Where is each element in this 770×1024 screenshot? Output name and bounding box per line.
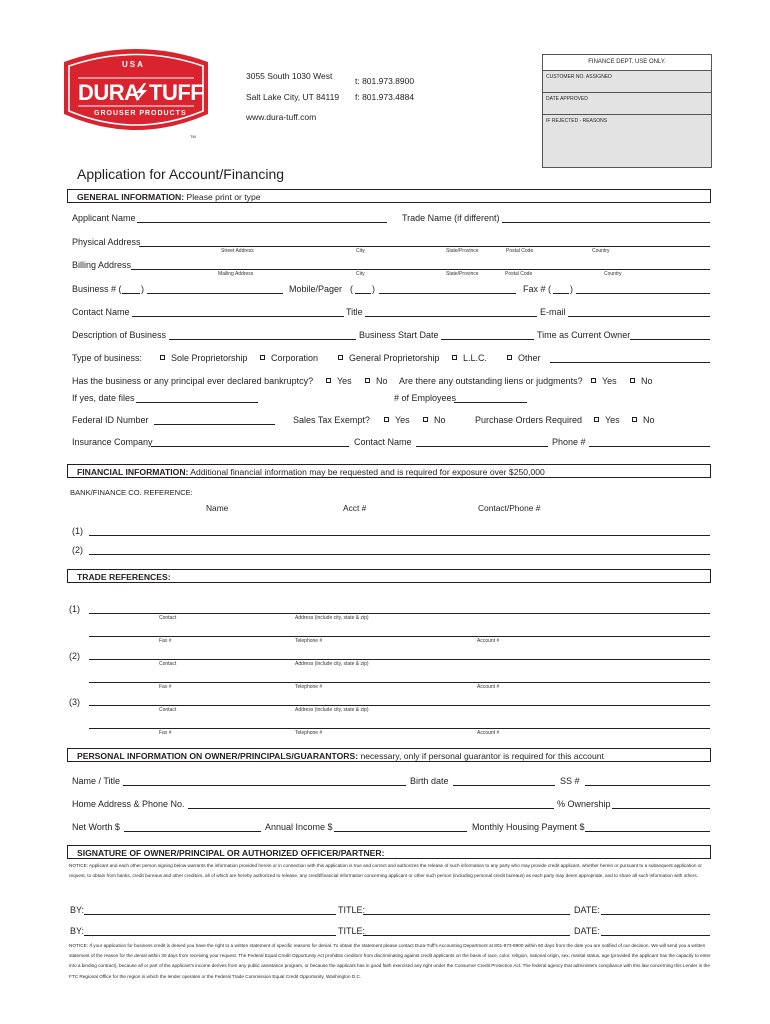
- field-time-as-owner[interactable]: [630, 339, 710, 340]
- sub-fax: Fax #: [159, 730, 172, 736]
- label-insurance: Insurance Company: [72, 437, 153, 447]
- field-other-type[interactable]: [550, 362, 710, 363]
- field-trade-ref-3-name[interactable]: [89, 705, 710, 706]
- label-business-no: Business # (: [72, 284, 122, 294]
- checkbox-icon: [452, 355, 457, 360]
- label-housing: Monthly Housing Payment $: [472, 822, 585, 832]
- label-applicant-name: Applicant Name: [72, 213, 136, 223]
- sub-account: Account #: [477, 684, 500, 690]
- label-physical-address: Physical Address: [72, 237, 141, 247]
- field-net-worth[interactable]: [124, 831, 261, 832]
- option-label: Yes: [602, 376, 617, 386]
- trade-ref-number: (2): [69, 651, 80, 661]
- checkbox-bankruptcy-no[interactable]: [365, 376, 388, 386]
- sub-account: Account #: [477, 730, 500, 736]
- personal-section-header: [67, 748, 711, 762]
- sub-contact: Contact: [159, 661, 177, 667]
- label-phone-no: Phone #: [552, 437, 586, 447]
- section-header-rest: Additional financial information may be requested and is required for exposure over $250,000: [188, 467, 545, 477]
- field-ownership[interactable]: [612, 808, 710, 809]
- label-bank-reference: BANK/FINANCE CO. REFERENCE:: [70, 488, 193, 497]
- sub-fax: Fax #: [159, 684, 172, 690]
- option-label: Corporation: [271, 353, 319, 363]
- label-employees: # of Employees: [394, 393, 457, 403]
- sub-street-address: Street Address: [221, 248, 254, 254]
- label-date-2: DATE:: [574, 926, 600, 936]
- field-insurance[interactable]: [151, 446, 349, 447]
- sub-address: Address (include city, state & zip): [295, 707, 369, 713]
- checkbox-icon: [632, 417, 637, 422]
- section-header-rest: Please print or type: [184, 192, 261, 202]
- section-header-bold: FINANCIAL INFORMATION:: [77, 467, 189, 477]
- option-label: No: [376, 376, 388, 386]
- checkbox-icon: [507, 355, 512, 360]
- company-logo: [56, 42, 216, 142]
- logo-main-right: TUFF: [149, 80, 204, 105]
- section-header-rest: necessary, only if personal guarantor is required for this account: [358, 751, 604, 761]
- label-type-of-business: Type of business:: [72, 353, 143, 363]
- checkbox-bankruptcy-yes[interactable]: [326, 376, 352, 386]
- denial-notice: NOTICE: If your application for business credit is denied you have the right to a written statement of specific reasons for denial. To obtain the statement please contact Dura-Tuff's Accounting Department at 801-973-8900 within 60 days from the date you are notified of our decision. We will send you a written statement of the reason for the denial within 30 days from receiving your request. The Federal Equal Credit Opportunity Act prohibits creditors from discriminating against credit applicants on the basis of race, color, religion, national origin, sex, marital status, age (provided the applicant has the capacity to enter into a binding contract), because all or part of the applicant's income derives from any public assistance program, or because the applicant has in good faith exercised any right under the Consumer Credit Protection Act. The federal agency that administers compliance with this law concerning this Lender is the FTC Regional Office for the region in which the lender operates or the Federal Trade Commission Equal Credit Opportunity, Washington D.C.: [69, 943, 711, 979]
- finance-row-label: DATE APPROVED: [546, 96, 588, 102]
- finance-dept-box: [542, 54, 712, 168]
- sub-mailing-address: Mailing Address: [218, 271, 254, 277]
- bank-row-number: (1): [72, 526, 83, 536]
- checkbox-icon: [423, 417, 428, 422]
- checkbox-sales-tax-yes[interactable]: [384, 415, 410, 425]
- label-title-2: TITLE:: [338, 926, 366, 936]
- sub-telephone: Telephone #: [295, 638, 323, 644]
- logo-main-left: DURA: [78, 80, 140, 105]
- option-label: Yes: [605, 415, 620, 425]
- field-date-1[interactable]: [601, 914, 710, 915]
- label-if-yes-date: If yes, date files: [72, 393, 135, 403]
- label-description: Description of Business: [72, 330, 167, 340]
- column-name: Name: [206, 503, 229, 513]
- company-phone: t: 801.973.8900: [355, 76, 415, 86]
- field-trade-ref-2-numbers[interactable]: [89, 682, 710, 683]
- label-time-as-owner: Time as Current Owner: [537, 330, 631, 340]
- sub-country: Country: [604, 271, 622, 277]
- finance-box-header: FINANCE DEPT. USE ONLY.: [543, 55, 711, 71]
- finance-row-label: CUSTOMER NO. ASSIGNED: [546, 74, 612, 80]
- label-trade-name: Trade Name (if different): [402, 213, 500, 223]
- sub-fax: Fax #: [159, 638, 172, 644]
- sub-address: Address (include city, state & zip): [295, 661, 369, 667]
- field-start-date[interactable]: [441, 339, 534, 340]
- label-fax-no: Fax # (: [523, 284, 552, 294]
- trade-ref-number: (3): [69, 697, 80, 707]
- field-trade-ref-2-name[interactable]: [89, 659, 710, 660]
- finance-row-label: IF REJECTED - REASONS: [546, 118, 608, 124]
- label-ss: SS #: [560, 776, 580, 786]
- sub-telephone: Telephone #: [295, 684, 323, 690]
- field-housing[interactable]: [585, 831, 710, 832]
- field-fax-area-code[interactable]: [553, 293, 569, 294]
- sub-city: City: [356, 248, 365, 254]
- sub-postal: Postal Code: [505, 271, 533, 277]
- field-by-1[interactable]: [84, 914, 336, 915]
- option-label: No: [641, 376, 653, 386]
- option-label: Yes: [337, 376, 352, 386]
- sub-state: State/Province: [446, 248, 479, 254]
- field-description[interactable]: [169, 339, 356, 340]
- signature-section-header: [67, 845, 711, 859]
- general-section-header: [67, 189, 711, 203]
- bank-row-number: (2): [72, 545, 83, 555]
- finance-row-customer-no[interactable]: [543, 71, 711, 93]
- label-net-worth: Net Worth $: [72, 822, 120, 832]
- field-birth-date[interactable]: [453, 785, 555, 786]
- checkbox-sales-tax-no[interactable]: [423, 415, 446, 425]
- label-liens: Are there any outstanding liens or judgments?: [399, 376, 583, 386]
- sub-state: State/Province: [446, 271, 479, 277]
- option-label: No: [643, 415, 655, 425]
- section-header-bold: TRADE REFERENCES:: [77, 572, 171, 582]
- field-trade-ref-3-numbers[interactable]: [89, 728, 710, 729]
- field-name-title[interactable]: [123, 785, 406, 786]
- label-start-date: Business Start Date: [359, 330, 439, 340]
- logo-tm: TM: [190, 134, 196, 139]
- field-trade-ref-1-name[interactable]: [89, 613, 710, 614]
- field-employees[interactable]: [454, 402, 527, 403]
- sub-address: Address (include city, state & zip): [295, 615, 369, 621]
- logo-bottom-text: GROUSER PRODUCTS: [94, 110, 187, 117]
- label-email: E-mail: [540, 307, 566, 317]
- label-name-title: Name / Title: [72, 776, 121, 786]
- field-phone-no[interactable]: [589, 446, 710, 447]
- checkbox-icon: [338, 355, 343, 360]
- sub-contact: Contact: [159, 615, 177, 621]
- checkbox-sole-proprietorship[interactable]: [160, 353, 248, 363]
- financial-section-header: [67, 464, 711, 478]
- field-business-no[interactable]: [147, 293, 283, 294]
- field-date-2[interactable]: [601, 935, 710, 936]
- checkbox-general-proprietorship[interactable]: [338, 353, 440, 363]
- option-label: General Proprietorship: [349, 353, 440, 363]
- sub-postal: Postal Code: [506, 248, 534, 254]
- checkbox-other[interactable]: [507, 353, 541, 363]
- company-address-line2: Salt Lake City, UT 84119: [246, 92, 340, 102]
- field-by-2[interactable]: [84, 935, 336, 936]
- field-ss[interactable]: [585, 785, 710, 786]
- option-label: Other: [518, 353, 541, 363]
- signature-notice: NOTICE: Applicant and each other person signing below warrants the information provided herein or in connection with this application is true and correct and authorizes the release of such information to any party who may provide credit applicant, whether herein or pursuant to a subsequent application or request, to obtain from banks, credit bureaus and other creditors, all of which are hereby authorized to release, any credit/financial information concerning applicant or other such person (including personal credit bureaus) as each party may deem appropriate, and to share all such information with others.: [69, 863, 702, 879]
- form-title: Application for Account/Financing: [77, 166, 285, 182]
- trade-ref-number: (1): [69, 604, 80, 614]
- field-trade-name[interactable]: [502, 222, 710, 223]
- checkbox-liens-no[interactable]: [630, 376, 653, 386]
- field-bank-reference-2[interactable]: [89, 554, 710, 555]
- option-label: No: [434, 415, 446, 425]
- sub-account: Account #: [477, 638, 500, 644]
- sub-contact: Contact: [159, 707, 177, 713]
- checkbox-icon: [630, 378, 635, 383]
- checkbox-corporation[interactable]: [260, 353, 318, 363]
- paren-open: (: [350, 284, 353, 294]
- field-trade-ref-1-numbers[interactable]: [89, 636, 710, 637]
- option-label: L.L.C.: [463, 353, 488, 363]
- field-mobile-no[interactable]: [379, 293, 516, 294]
- checkbox-icon: [365, 378, 370, 383]
- checkbox-icon: [160, 355, 165, 360]
- label-ownership: % Ownership: [557, 799, 611, 809]
- field-billing-address[interactable]: [131, 269, 710, 270]
- trade-section-header: [67, 569, 711, 583]
- label-contact-name: Contact Name: [72, 307, 130, 317]
- option-label: Yes: [395, 415, 410, 425]
- label-by-1: BY:: [70, 905, 85, 915]
- company-fax: f: 801.973.4884: [355, 92, 415, 102]
- column-contact-phone: Contact/Phone #: [478, 503, 541, 513]
- label-bankruptcy: Has the business or any principal ever declared bankruptcy?: [72, 376, 314, 386]
- field-email[interactable]: [568, 316, 710, 317]
- label-federal-id: Federal ID Number: [72, 415, 149, 425]
- field-business-area-code[interactable]: [122, 293, 140, 294]
- sub-telephone: Telephone #: [295, 730, 323, 736]
- field-bank-reference-1[interactable]: [89, 535, 710, 536]
- field-mobile-area-code[interactable]: [355, 293, 371, 294]
- checkbox-po-no[interactable]: [632, 415, 655, 425]
- field-if-yes-date[interactable]: [136, 402, 258, 403]
- checkbox-icon: [326, 378, 331, 383]
- section-header-bold: GENERAL INFORMATION:: [77, 192, 185, 202]
- field-title-1[interactable]: [363, 914, 570, 915]
- checkbox-icon: [594, 417, 599, 422]
- field-home-address[interactable]: [188, 808, 554, 809]
- paren-close: ): [570, 284, 573, 294]
- paren-close: ): [372, 284, 375, 294]
- field-title[interactable]: [365, 316, 537, 317]
- company-address-line1: 3055 South 1030 West: [246, 71, 333, 81]
- checkbox-llc[interactable]: [452, 353, 487, 363]
- label-date-1: DATE:: [574, 905, 600, 915]
- label-title: Title: [346, 307, 363, 317]
- sub-country: Country: [592, 248, 610, 254]
- label-title-1: TITLE:: [338, 905, 366, 915]
- section-header-bold: SIGNATURE OF OWNER/PRINCIPAL OR AUTHORIZED OFFICER/PARTNER:: [77, 848, 385, 858]
- logo-top-text: USA: [122, 60, 145, 69]
- checkbox-po-yes[interactable]: [594, 415, 620, 425]
- label-annual-income: Annual Income $: [265, 822, 333, 832]
- label-po-required: Purchase Orders Required: [475, 415, 583, 425]
- checkbox-icon: [384, 417, 389, 422]
- field-contact-name-2[interactable]: [416, 446, 548, 447]
- field-annual-income[interactable]: [334, 831, 467, 832]
- label-sales-tax: Sales Tax Exempt?: [293, 415, 370, 425]
- checkbox-liens-yes[interactable]: [591, 376, 617, 386]
- label-birth-date: Birth date: [410, 776, 449, 786]
- label-billing-address: Billing Address: [72, 260, 132, 270]
- finance-row-rejected[interactable]: [543, 115, 711, 127]
- field-title-2[interactable]: [363, 935, 570, 936]
- checkbox-icon: [591, 378, 596, 383]
- field-contact-name[interactable]: [132, 316, 344, 317]
- field-applicant-name[interactable]: [137, 222, 387, 223]
- sub-city: City: [356, 271, 365, 277]
- field-federal-id[interactable]: [154, 424, 275, 425]
- label-by-2: BY:: [70, 926, 85, 936]
- label-home-address: Home Address & Phone No.: [72, 799, 185, 809]
- label-contact-name-2: Contact Name: [354, 437, 412, 447]
- paren-close: ): [141, 284, 144, 294]
- field-fax-no[interactable]: [576, 293, 710, 294]
- label-mobile-pager: Mobile/Pager: [289, 284, 343, 294]
- option-label: Sole Proprietorship: [171, 353, 248, 363]
- section-header-bold: PERSONAL INFORMATION ON OWNER/PRINCIPALS/GUARANTORS:: [77, 751, 359, 761]
- field-physical-address[interactable]: [139, 246, 710, 247]
- company-website[interactable]: www.dura-tuff.com: [246, 112, 317, 122]
- column-acct: Acct #: [343, 503, 367, 513]
- finance-row-date-approved[interactable]: [543, 93, 711, 115]
- checkbox-icon: [260, 355, 265, 360]
